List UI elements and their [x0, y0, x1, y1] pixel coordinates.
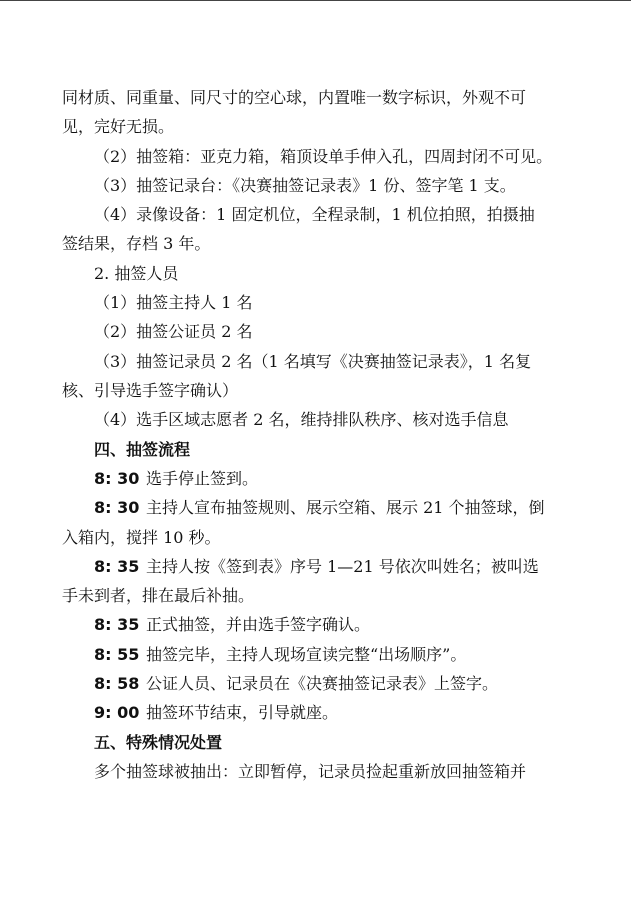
process-step	[94, 702, 338, 724]
equipment-ball-line1: 同材质、同重量、同尺寸的空心球，内置唯一数字标识，外观不可	[62, 88, 527, 107]
step-time: 8: 58	[94, 674, 140, 693]
equipment-desk: （3）抽签记录台：《决赛抽签记录表》1 份、签字笔 1 支。	[94, 176, 516, 195]
equipment-ball-line2: 见，完好无损。	[62, 117, 175, 136]
process-step	[94, 556, 539, 578]
process-step	[94, 497, 545, 519]
staff-host: （1）抽签主持人 1 名	[94, 293, 253, 312]
equipment-video-line1: （4）录像设备：1 固定机位，全程录制，1 机位拍照，拍摄抽	[94, 205, 535, 224]
step-text: 正式抽签，并由选手签字确认。	[146, 615, 371, 634]
step-time: 8: 30	[94, 469, 140, 488]
step-text: 抽签环节结束，引导就座。	[146, 703, 339, 722]
step-text: 抽签完毕，主持人现场宣读完整“出场顺序”。	[146, 645, 467, 664]
step-text: 主持人按《签到表》序号 1—21 号依次叫姓名；被叫选	[146, 557, 539, 576]
step-time: 8: 30	[94, 498, 140, 517]
step-time: 8: 35	[94, 557, 140, 576]
step-time: 9: 00	[94, 703, 140, 722]
process-step	[94, 468, 258, 490]
special-heading: 五、特殊情况处置	[94, 733, 223, 752]
staff-recorder-line1: （3）抽签记录员 2 名（1 名填写《决赛抽签记录表》，1 名复	[94, 352, 532, 371]
staff-section-title: 2. 抽签人员	[94, 264, 179, 283]
equipment-box: （2）抽签箱：亚克力箱，箱顶设单手伸入孔，四周封闭不可见。	[94, 147, 553, 166]
step-continuation: 入箱内，搅拌 10 秒。	[62, 528, 221, 547]
equipment-video-line2: 签结果，存档 3 年。	[62, 234, 211, 253]
step-time: 8: 35	[94, 615, 140, 634]
process-step	[94, 614, 370, 636]
process-step	[94, 673, 498, 695]
staff-notary: （2）抽签公证员 2 名	[94, 322, 253, 341]
process-step	[94, 644, 466, 666]
step-text: 选手停止签到。	[146, 469, 259, 488]
step-time: 8: 55	[94, 645, 140, 664]
step-text: 公证人员、记录员在《决赛抽签记录表》上签字。	[146, 674, 499, 693]
step-text: 主持人宣布抽签规则、展示空箱、展示 21 个抽签球，倒	[146, 498, 545, 517]
step-continuation: 手未到者，排在最后补抽。	[62, 586, 255, 605]
process-heading: 四、抽签流程	[94, 440, 191, 459]
staff-recorder-line2: 核、引导选手签字确认）	[62, 381, 239, 400]
staff-volunteer: （4）选手区域志愿者 2 名，维持排队秩序、核对选手信息	[94, 410, 509, 429]
special-paragraph-line1: 多个抽签球被抽出：立即暂停，记录员捡起重新放回抽签箱并	[94, 762, 527, 781]
